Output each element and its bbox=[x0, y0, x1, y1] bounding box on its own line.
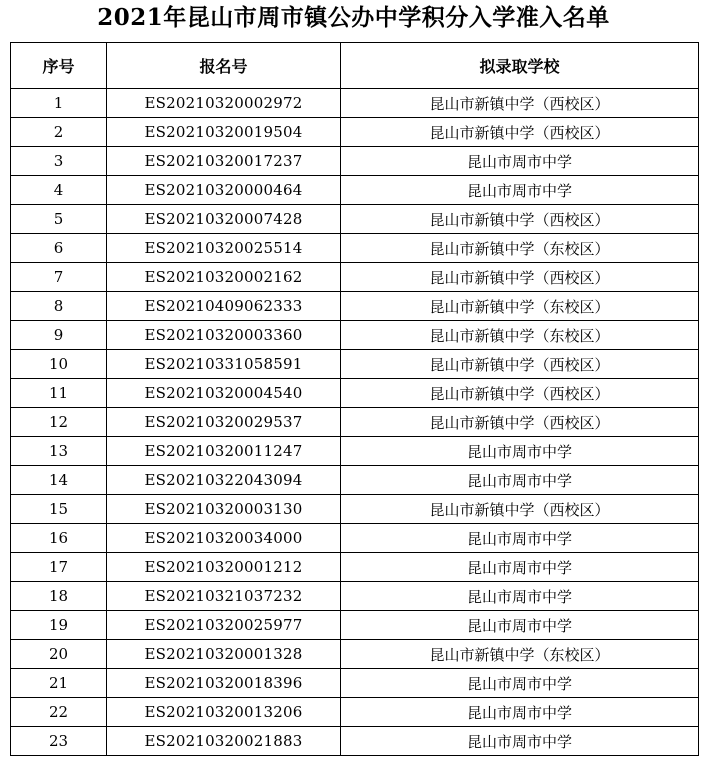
cell-serial: 1 bbox=[11, 89, 107, 118]
table-row bbox=[11, 234, 699, 263]
cell-admitted-school: 昆山市新镇中学（西校区） bbox=[341, 263, 699, 292]
cell-admitted-school: 昆山市新镇中学（东校区） bbox=[341, 640, 699, 669]
admission-list-table-container bbox=[10, 42, 698, 756]
cell-admitted-school: 昆山市周市中学 bbox=[341, 437, 699, 466]
cell-admitted-school: 昆山市新镇中学（西校区） bbox=[341, 495, 699, 524]
cell-serial: 12 bbox=[11, 408, 107, 437]
cell-registration-number: ES20210320001328 bbox=[107, 640, 341, 669]
cell-serial: 6 bbox=[11, 234, 107, 263]
cell-admitted-school: 昆山市周市中学 bbox=[341, 582, 699, 611]
cell-registration-number: ES20210320002972 bbox=[107, 89, 341, 118]
cell-serial: 10 bbox=[11, 350, 107, 379]
cell-serial: 19 bbox=[11, 611, 107, 640]
cell-serial: 21 bbox=[11, 669, 107, 698]
cell-admitted-school: 昆山市周市中学 bbox=[341, 727, 699, 756]
cell-registration-number: ES20210320025977 bbox=[107, 611, 341, 640]
cell-registration-number: ES20210320003130 bbox=[107, 495, 341, 524]
table-row bbox=[11, 495, 699, 524]
table-row bbox=[11, 176, 699, 205]
cell-admitted-school: 昆山市新镇中学（西校区） bbox=[341, 408, 699, 437]
table-body bbox=[11, 89, 699, 756]
table-row bbox=[11, 611, 699, 640]
table-row bbox=[11, 640, 699, 669]
table-row bbox=[11, 147, 699, 176]
table-row bbox=[11, 118, 699, 147]
cell-admitted-school: 昆山市周市中学 bbox=[341, 147, 699, 176]
cell-registration-number: ES20210320034000 bbox=[107, 524, 341, 553]
cell-serial: 22 bbox=[11, 698, 107, 727]
cell-registration-number: ES20210320002162 bbox=[107, 263, 341, 292]
column-header-serial: 序号 bbox=[11, 43, 107, 89]
cell-registration-number: ES20210320019504 bbox=[107, 118, 341, 147]
cell-admitted-school: 昆山市新镇中学（东校区） bbox=[341, 292, 699, 321]
cell-admitted-school: 昆山市周市中学 bbox=[341, 698, 699, 727]
cell-admitted-school: 昆山市新镇中学（西校区） bbox=[341, 350, 699, 379]
table-row bbox=[11, 379, 699, 408]
cell-admitted-school: 昆山市新镇中学（西校区） bbox=[341, 379, 699, 408]
cell-serial: 16 bbox=[11, 524, 107, 553]
cell-registration-number: ES20210320013206 bbox=[107, 698, 341, 727]
cell-serial: 13 bbox=[11, 437, 107, 466]
cell-admitted-school: 昆山市周市中学 bbox=[341, 553, 699, 582]
table-row bbox=[11, 553, 699, 582]
cell-registration-number: ES20210320018396 bbox=[107, 669, 341, 698]
table-row bbox=[11, 524, 699, 553]
cell-registration-number: ES20210331058591 bbox=[107, 350, 341, 379]
cell-admitted-school: 昆山市周市中学 bbox=[341, 669, 699, 698]
column-header-admitted-school: 拟录取学校 bbox=[341, 43, 699, 89]
cell-serial: 15 bbox=[11, 495, 107, 524]
column-header-registration-number: 报名号 bbox=[107, 43, 341, 89]
cell-registration-number: ES20210322043094 bbox=[107, 466, 341, 495]
table-row bbox=[11, 698, 699, 727]
table-row bbox=[11, 292, 699, 321]
cell-registration-number: ES20210320011247 bbox=[107, 437, 341, 466]
cell-admitted-school: 昆山市新镇中学（西校区） bbox=[341, 89, 699, 118]
cell-registration-number: ES20210320007428 bbox=[107, 205, 341, 234]
cell-serial: 11 bbox=[11, 379, 107, 408]
cell-serial: 20 bbox=[11, 640, 107, 669]
cell-registration-number: ES20210320003360 bbox=[107, 321, 341, 350]
cell-registration-number: ES20210320000464 bbox=[107, 176, 341, 205]
cell-registration-number: ES20210320029537 bbox=[107, 408, 341, 437]
cell-registration-number: ES20210321037232 bbox=[107, 582, 341, 611]
table-row bbox=[11, 437, 699, 466]
cell-admitted-school: 昆山市周市中学 bbox=[341, 524, 699, 553]
cell-serial: 8 bbox=[11, 292, 107, 321]
cell-admitted-school: 昆山市新镇中学（西校区） bbox=[341, 118, 699, 147]
table-row bbox=[11, 669, 699, 698]
cell-serial: 2 bbox=[11, 118, 107, 147]
cell-serial: 23 bbox=[11, 727, 107, 756]
cell-registration-number: ES20210320021883 bbox=[107, 727, 341, 756]
table-row bbox=[11, 263, 699, 292]
cell-registration-number: ES20210320001212 bbox=[107, 553, 341, 582]
table-row bbox=[11, 582, 699, 611]
admission-list-table bbox=[10, 42, 699, 756]
cell-serial: 17 bbox=[11, 553, 107, 582]
table-header bbox=[11, 43, 699, 89]
table-row bbox=[11, 205, 699, 234]
cell-serial: 3 bbox=[11, 147, 107, 176]
table-row bbox=[11, 89, 699, 118]
table-header-row bbox=[11, 43, 699, 89]
cell-admitted-school: 昆山市周市中学 bbox=[341, 466, 699, 495]
cell-admitted-school: 昆山市新镇中学（东校区） bbox=[341, 234, 699, 263]
cell-serial: 18 bbox=[11, 582, 107, 611]
table-row bbox=[11, 350, 699, 379]
cell-serial: 7 bbox=[11, 263, 107, 292]
cell-registration-number: ES20210320004540 bbox=[107, 379, 341, 408]
cell-admitted-school: 昆山市周市中学 bbox=[341, 611, 699, 640]
cell-registration-number: ES20210320017237 bbox=[107, 147, 341, 176]
cell-registration-number: ES20210320025514 bbox=[107, 234, 341, 263]
table-row bbox=[11, 727, 699, 756]
cell-admitted-school: 昆山市周市中学 bbox=[341, 176, 699, 205]
cell-admitted-school: 昆山市新镇中学（东校区） bbox=[341, 321, 699, 350]
cell-serial: 9 bbox=[11, 321, 107, 350]
cell-admitted-school: 昆山市新镇中学（西校区） bbox=[341, 205, 699, 234]
table-row bbox=[11, 408, 699, 437]
table-row bbox=[11, 321, 699, 350]
cell-serial: 5 bbox=[11, 205, 107, 234]
cell-serial: 14 bbox=[11, 466, 107, 495]
cell-registration-number: ES20210409062333 bbox=[107, 292, 341, 321]
page-title: 2021年昆山市周市镇公办中学积分入学准入名单 bbox=[97, 4, 610, 31]
table-row bbox=[11, 466, 699, 495]
cell-serial: 4 bbox=[11, 176, 107, 205]
